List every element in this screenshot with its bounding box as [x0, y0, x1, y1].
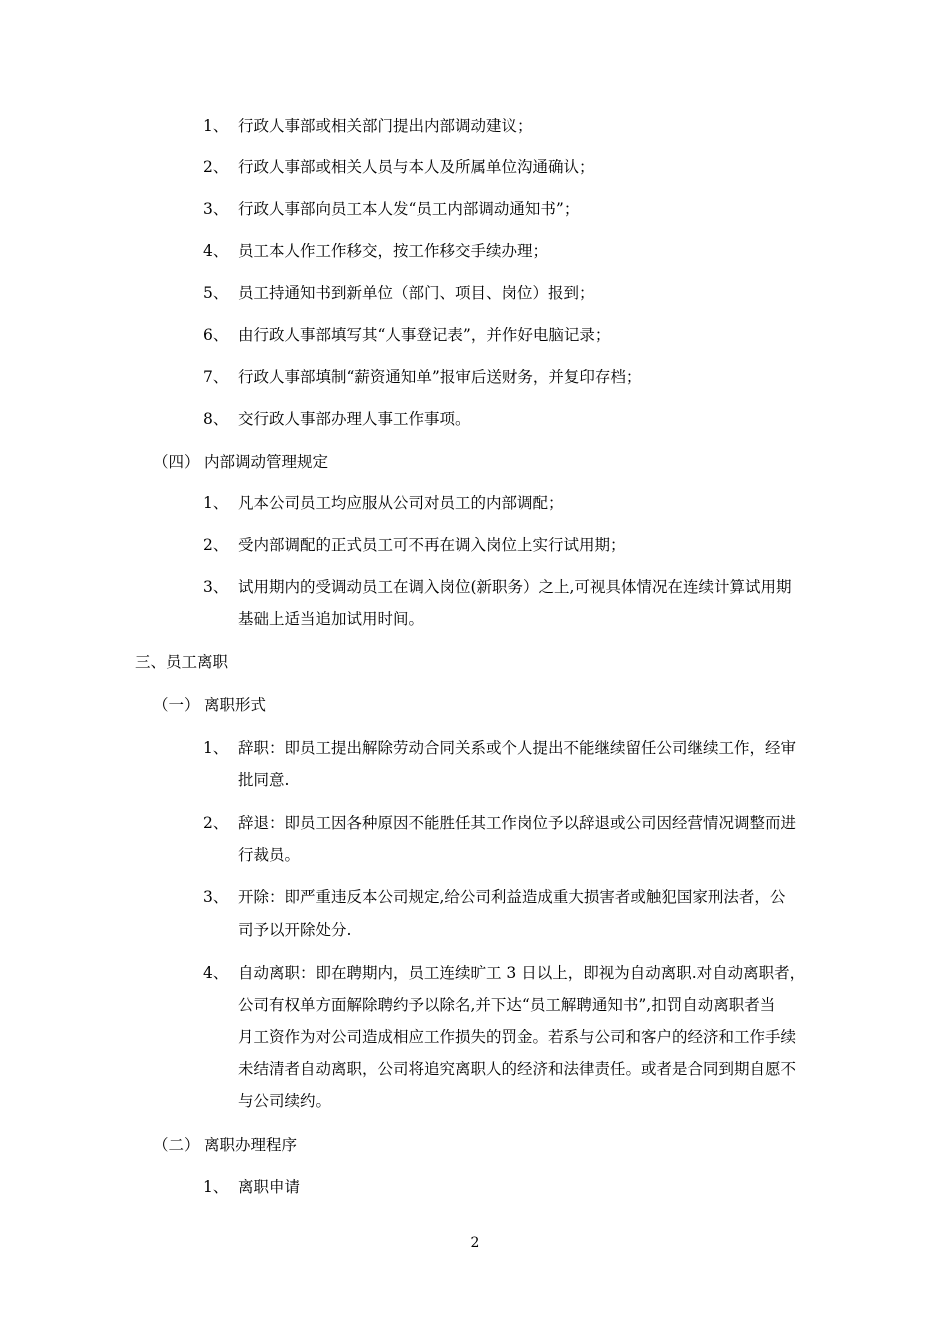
page-number: 2	[470, 1235, 480, 1251]
section-heading: 三、员工离职	[135, 653, 229, 671]
